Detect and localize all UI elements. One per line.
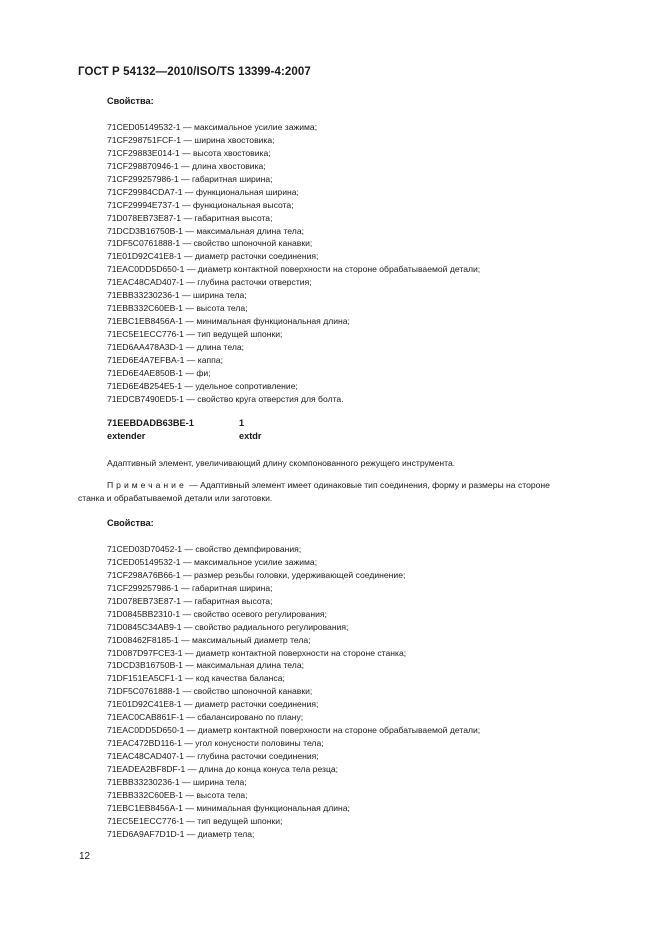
list-item xyxy=(107,199,480,212)
properties-list xyxy=(107,121,480,406)
list-item xyxy=(107,160,480,173)
property-description: — габаритная высота; xyxy=(181,212,273,223)
properties-list xyxy=(107,543,480,841)
property-code: 71D087D97FCE3-1 xyxy=(107,647,183,658)
property-description: — диаметр расточки соединения; xyxy=(181,699,319,710)
property-description: — габаритная ширина; xyxy=(178,173,273,184)
list-item xyxy=(107,750,480,763)
property-description: — глубина расточки отверстия; xyxy=(183,277,312,288)
property-code: 71EBB33230236-1 xyxy=(107,776,180,787)
property-code: 71D0845BB2310-1 xyxy=(107,608,181,619)
list-item xyxy=(107,341,480,354)
list-item xyxy=(107,315,480,328)
list-item xyxy=(107,698,480,711)
property-description: — свойство шпоночной канавки; xyxy=(180,238,313,249)
property-description: — угол конусности половины тела; xyxy=(181,738,324,749)
list-item xyxy=(107,672,480,685)
list-item xyxy=(107,543,480,556)
property-description: — функциональная высота; xyxy=(179,199,294,210)
list-item xyxy=(107,380,480,393)
property-code: 71ED6E4A7EFBA-1 xyxy=(107,354,185,365)
property-description: — максимальное усилие зажима; xyxy=(180,122,318,132)
term-code: 71EEBDADB63BE-1 xyxy=(107,418,194,428)
list-item xyxy=(107,302,480,315)
property-code: 71DCD3B16750B-1 xyxy=(107,660,183,671)
property-code: 71EAC0DD5D650-1 xyxy=(107,264,185,275)
property-description: — максимальное усилие зажима; xyxy=(180,556,318,567)
note-line-2: станка и обрабатываемой детали или заготовки. xyxy=(78,493,273,503)
property-description: — ширина тела; xyxy=(179,290,247,301)
property-code: 71CF29883E014-1 xyxy=(107,147,180,158)
property-description: — ширина хвостовика; xyxy=(181,134,275,145)
list-item xyxy=(107,134,480,147)
term-name: extender xyxy=(107,431,146,441)
property-code: 71CED05149532-1 xyxy=(107,122,181,132)
list-item xyxy=(107,828,480,841)
property-description: — функциональная ширина; xyxy=(182,186,299,197)
property-code: 71D078EB73E87-1 xyxy=(107,595,182,606)
property-code: 71EDCB7490ED5-1 xyxy=(107,393,184,404)
list-item xyxy=(107,556,480,569)
property-code: 71CED03D70452-1 xyxy=(107,544,183,554)
term-code-row xyxy=(107,417,244,431)
property-code: 71EAC48CAD407-1 xyxy=(107,277,184,288)
list-item xyxy=(107,802,480,815)
list-item xyxy=(107,582,480,595)
property-description: — код качества баланса; xyxy=(182,673,285,684)
property-description: — максимальная длина тела; xyxy=(182,225,304,236)
list-item xyxy=(107,147,480,160)
property-description: — глубина расточки соединения; xyxy=(183,751,319,761)
property-description: — тип ведущей шпонки; xyxy=(183,329,283,339)
list-item xyxy=(107,173,480,186)
property-code: 71DF5C0761888-1 xyxy=(107,686,181,697)
note-line-1 xyxy=(107,479,550,493)
property-code: 71E01D92C41E8-1 xyxy=(107,699,182,710)
property-description: — длина тела; xyxy=(183,341,245,352)
property-description: — высота тела; xyxy=(182,303,248,314)
list-item xyxy=(107,724,480,737)
property-description: — свойство круга отверстия для болта. xyxy=(183,393,344,404)
list-item xyxy=(107,815,480,828)
property-description: — минимальная функциональная длина; xyxy=(182,316,350,327)
property-code: 71CF298870946-1 xyxy=(107,160,179,171)
property-description: — максимальная длина тела; xyxy=(182,660,304,671)
list-item xyxy=(107,608,480,621)
property-description: — максимальный диаметр тела; xyxy=(178,634,311,645)
list-item xyxy=(107,621,480,634)
property-code: 71EBC1EB8456A-1 xyxy=(107,316,183,327)
property-code: 71DCD3B16750B-1 xyxy=(107,225,183,236)
property-description: — тип ведущей шпонки; xyxy=(183,815,283,826)
property-code: 71EBB332C60EB-1 xyxy=(107,303,183,314)
property-description: — диаметр тела; xyxy=(184,828,255,839)
property-code: 71EBB332C60EB-1 xyxy=(107,789,183,800)
term-name-row xyxy=(107,430,261,444)
note-label: Примечание xyxy=(107,480,187,490)
property-code: 71EAC0CAB861F-1 xyxy=(107,712,184,723)
property-description: — минимальная функциональная длина; xyxy=(182,802,350,813)
property-description: — диаметр контактной поверхности на стороне обрабатываемой детали; xyxy=(184,264,481,275)
property-description: — длина до конца конуса тела резца; xyxy=(185,763,339,774)
list-item xyxy=(107,250,480,263)
property-code: 71CF298751FCF-1 xyxy=(107,134,182,145)
property-description: — длина хвостовика; xyxy=(178,160,266,171)
property-description: — свойство радиального регулирования; xyxy=(181,621,349,632)
property-description: — диаметр контактной поверхности на стороне станка; xyxy=(182,647,407,658)
property-code: 71EBB33230236-1 xyxy=(107,290,180,301)
term-abbreviation: extdr xyxy=(239,431,262,441)
property-code: 71CF298A76B66-1 xyxy=(107,569,181,580)
property-code: 71E01D92C41E8-1 xyxy=(107,251,182,262)
property-description: — габаритная ширина; xyxy=(178,582,273,593)
list-item xyxy=(107,647,480,660)
property-code: 71ED6E4AE850B-1 xyxy=(107,367,183,378)
property-code: 71CED05149532-1 xyxy=(107,556,181,567)
list-item xyxy=(107,186,480,199)
property-code: 71DF5C0761888-1 xyxy=(107,238,181,249)
list-item xyxy=(107,393,480,406)
property-code: 71EAC48CAD407-1 xyxy=(107,751,184,761)
list-item xyxy=(107,289,480,302)
property-description: — размер резьбы головки, удерживающей соединение; xyxy=(180,569,406,580)
property-code: 71CF29994E737-1 xyxy=(107,199,180,210)
property-description: — сбалансировано по плану; xyxy=(183,712,304,723)
list-item xyxy=(107,763,480,776)
property-description: — ширина тела; xyxy=(179,776,247,787)
list-item xyxy=(107,737,480,750)
list-item xyxy=(107,328,480,341)
property-description: — габаритная высота; xyxy=(181,595,273,606)
property-code: 71EAC0DD5D650-1 xyxy=(107,725,185,736)
property-code: 71EBC1EB8456A-1 xyxy=(107,802,183,813)
property-code: 71DF151EA5CF1-1 xyxy=(107,673,183,684)
list-item xyxy=(107,212,480,225)
list-item xyxy=(107,634,480,647)
list-item xyxy=(107,367,480,380)
property-code: 71EC5E1ECC776-1 xyxy=(107,329,184,339)
list-item xyxy=(107,225,480,238)
property-description: — свойство демпфирования; xyxy=(182,544,302,554)
property-code: 71CF299257986-1 xyxy=(107,173,179,184)
list-item xyxy=(107,569,480,582)
list-item xyxy=(107,595,480,608)
properties-heading: Свойства: xyxy=(107,518,154,528)
property-description: — диаметр контактной поверхности на стороне обрабатываемой детали; xyxy=(184,725,481,736)
list-item xyxy=(107,263,480,276)
properties-heading: Свойства: xyxy=(107,96,154,106)
list-item xyxy=(107,789,480,802)
list-item xyxy=(107,685,480,698)
list-item xyxy=(107,276,480,289)
property-code: 71CF29984CDA7-1 xyxy=(107,186,183,197)
document-header: ГОСТ Р 54132—2010/ISO/TS 13399-4:2007 xyxy=(78,66,311,78)
property-description: — высота тела; xyxy=(182,789,248,800)
property-code: 71D08462F8185-1 xyxy=(107,634,179,645)
list-item xyxy=(107,659,480,672)
term-version: 1 xyxy=(239,418,245,428)
property-code: 71ED6E4B254E5-1 xyxy=(107,380,183,391)
property-description: — свойство осевого регулирования; xyxy=(180,608,327,619)
list-item xyxy=(107,237,480,250)
property-code: 71EAC472BD116-1 xyxy=(107,738,182,749)
property-code: 71CF299257986-1 xyxy=(107,582,179,593)
property-description: — диаметр расточки соединения; xyxy=(181,251,319,262)
property-description: — свойство шпоночной канавки; xyxy=(180,686,313,697)
list-item xyxy=(107,354,480,367)
property-description: — каппа; xyxy=(184,354,223,365)
property-description: — фи; xyxy=(182,367,211,378)
property-code: 71EADEA2BF8DF-1 xyxy=(107,763,186,774)
property-description: — высота хвостовика; xyxy=(179,147,271,158)
property-code: 71ED6AA478A3D-1 xyxy=(107,341,184,352)
list-item xyxy=(107,711,480,724)
term-definition: Адаптивный элемент, увеличивающий длину скомпонованного режущего инструмента. xyxy=(107,458,456,468)
property-description: — удельное сопротивление; xyxy=(182,380,298,391)
property-code: 71ED6A9AF7D1D-1 xyxy=(107,828,185,839)
note-text: — Адаптивный элемент имеет одинаковые тип соединения, форму и размеры на стороне xyxy=(186,480,550,490)
page-number: 12 xyxy=(79,851,91,862)
list-item xyxy=(107,121,480,134)
property-code: 71D0845C34AB9-1 xyxy=(107,621,182,632)
list-item xyxy=(107,776,480,789)
property-code: 71EC5E1ECC776-1 xyxy=(107,815,184,826)
property-code: 71D078EB73E87-1 xyxy=(107,212,182,223)
